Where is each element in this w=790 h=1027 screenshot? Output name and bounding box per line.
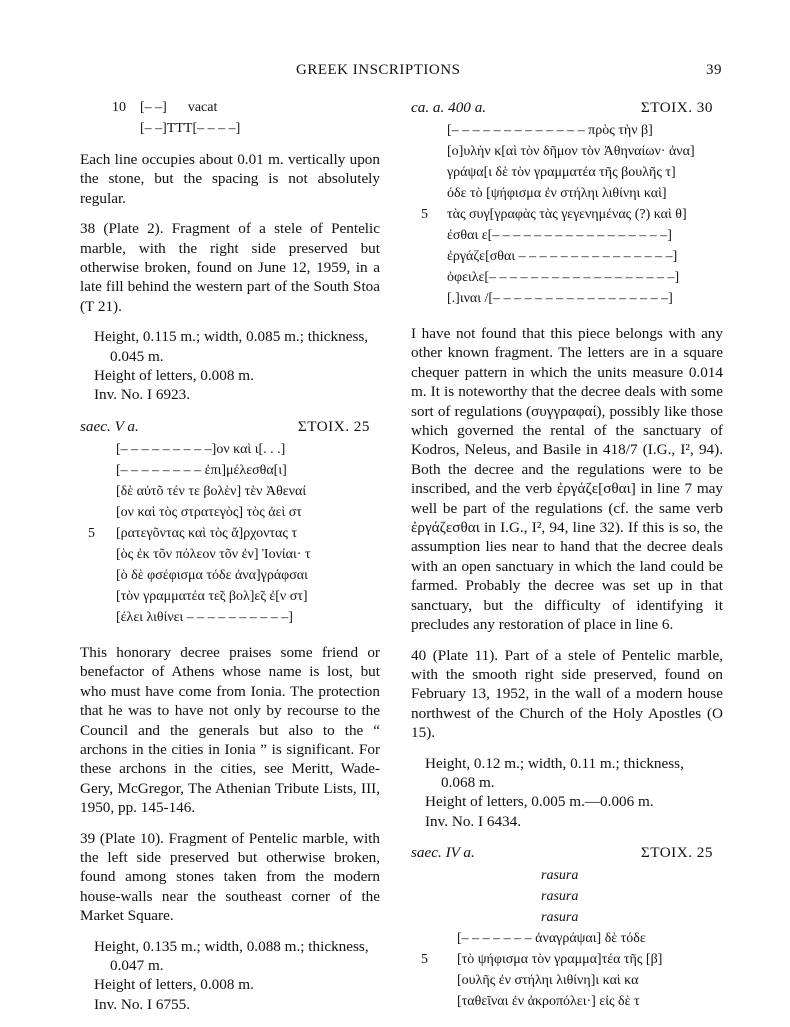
inscription-line [411,950,723,971]
left-column [80,98,380,1026]
inscription-line [411,226,723,247]
paragraph-line-spacing: Each line occupies about 0.01 m. vertically upon the stone, but the spacing is not absolutely regular. [80,151,380,207]
inscription-line [80,482,380,503]
line-text: [έλει λιθίνει – – – – – – – – – –] [116,609,293,625]
inscription-line [411,163,723,184]
inscription-line [80,608,380,629]
inscription-line [80,503,380,524]
commentary-38: This honorary decree praises some friend or benefactor of Athens whose name is lost, but who must have come from Ionia. The protection that he was to have not only by recourse to the Council and the generals but also to the “ archons in the cities in Ionia ” is significant. For these archons in the cities, see Meritt, Wade-Gery, McGregor, The Athenian Tribute Lists, III, 1950, pp. 145-146. [80,643,380,817]
line-text: [– – – – – – – – –]ον καὶ ι[. . .] [116,441,286,457]
line-text: [– – – – – – – – ἐπι]μέλεσθα[ι] [116,462,287,478]
line-text: [ὸ δὲ φσέφισμα τόδε ἀνα]γράφσαι [116,567,308,583]
date: saec. V a. [80,417,139,435]
commentary-39: I have not found that this piece belongs with any other known fragment. The letters are in a square chequer pattern in which the units measure 0.014 m. It is noteworthy that the decree deals with some sort of regulations (συγγραφαί), possibly like those which governed the rental of the sanctuary of Kodros, Neleus, and Basile in 418/7 (I.G., I², 94). Both the decree and the regulations were to be inscribed, and the verb ἐργάζε[σθαι] in line 7 may well be part of the regulations (cf. the same verb ἐργάζεσθαι in I.G., I², 94, line 32). If this is so, the assumption lies near to hand that the decree deals with an open sanctuary in which the land could be farmed. Probably the decree was set up in that sanctuary, but the difficulty of identifying it precludes any restoration of place in line 6. [411,325,723,634]
inscription-line [411,142,723,163]
inscription-line [80,461,380,482]
dimensions-continued: 0.047 m. [110,956,164,974]
line-text: [τὸν γραμματέα τε̃ς βολ]ε̃ς ἐ[ν στ] [116,588,308,604]
line-text: [τὸ ψήφισμα τὸν γραμμα]τέα τῆς [β] [457,952,663,968]
line-text: [ὸς ἐκ τõν πόλεον τõν ἐν] Ἰονίαι· τ [116,546,311,562]
inscription-line [80,566,380,587]
dimensions-continued: 0.068 m. [441,773,495,791]
date: ca. a. 400 a. [411,99,487,116]
line-number: 5 [88,525,95,541]
inventory-number: Inv. No. I 6755. [94,995,191,1013]
line-text: [.]ιναι /[– – – – – – – – – – – – – – – – –] [447,291,673,306]
inscription-line [80,545,380,566]
inscription-line [80,587,380,608]
inscription-39-text [411,121,723,310]
page-number: 39 [706,62,722,78]
inscription-line [411,289,723,310]
letter-height: Height of letters, 0.005 m.—0.006 m. [425,793,654,811]
inscription-38-text [80,440,380,629]
line-text: [ταθεῖναι ἐν ἀκροπόλει·] εἰς δὲ τ [457,994,640,1010]
rasura-text: rasura [541,889,579,905]
dimensions: Height, 0.12 m.; width, 0.11 m.; thickness, [425,754,684,772]
rasura-text: rasura [541,910,579,926]
inscription-39-metadata [80,937,380,1015]
line-text: [– – – – – – – ἀναγράψαι] δὲ τόδε [457,931,646,947]
line-text: [– – – – – – – – – – – – – πρὸς τὴν β] [447,123,653,138]
inscription-40-header [411,843,723,863]
line-text: [ο]υλὴν κ[αὶ τὸν δῆμον τὸν Ἀθηναίων· ἀνα] [447,144,695,159]
inscription-line [411,971,723,992]
inscription-line [411,121,723,142]
inscription-line [80,524,380,545]
inscription-40-intro: 40 (Plate 11). Part of a stele of Pentelic marble, with the smooth right side preserved, found on February 13, 1952, in the wall of a modern house northwest of the Church of the Holy Apostles (O 15). [411,646,723,742]
inscription-40-metadata [411,754,723,832]
letter-height: Height of letters, 0.008 m. [94,367,254,385]
stoichedon: ΣΤΟΙΧ. 30 [640,99,713,116]
line-text: [ον καὶ τὸς στρατεγὸς] τὸς ἀεὶ στ [116,504,302,520]
inscription-line [411,992,723,1013]
inscription-line [104,119,380,140]
line-text: [δὲ αὐτõ τέν τε βολὲν] τὲν Ἀθεναί [116,483,307,499]
dimensions: Height, 0.115 m.; width, 0.085 m.; thickness, [94,328,369,346]
inscription-38-header [80,417,380,437]
line-text: γράψα[ι δὲ τὸν γραμματέα τῆς βουλῆς τ] [447,165,676,180]
line-text: [ουλῆς ἐν στήληι λιθίνη]ι καὶ κα [457,973,639,989]
line-text: ἐργάζε[σθαι – – – – – – – – – – – – – – –] [447,249,678,264]
inventory-number: Inv. No. I 6923. [94,386,191,404]
line-number: 5 [421,207,428,222]
inscription-line [80,440,380,461]
inscription-39-header [411,98,723,118]
line-number: 10 [112,100,126,115]
inscription-line [104,98,380,119]
stoichedon: ΣΤΟΙΧ. 25 [297,417,370,435]
inscription-line [411,268,723,289]
rasura-text: rasura [541,868,579,884]
inscription-line [411,247,723,268]
line-text: [– –]ΤΤΤ[– – – –] [140,121,241,136]
right-column [411,98,723,1027]
inscription-40-text [411,866,723,1013]
inventory-number: Inv. No. I 6434. [425,812,522,830]
line-text: ὀφειλε[– – – – – – – – – – – – – – – – – –] [447,270,680,285]
inscription-line [411,866,723,887]
inscription-39-intro: 39 (Plate 10). Fragment of Pentelic marble, with the left side preserved but otherwise broken, found among stones taken from the modern house-walls near the southeast corner of the Market Square. [80,829,380,925]
line-text: [– –] vacat [140,100,218,115]
inscription-line [411,205,723,226]
line-text: τὰς συγ[γραφὰς τὰς γεγενημένας (?) καὶ θ] [447,207,687,222]
stoichedon: ΣΤΟΙΧ. 25 [640,844,713,862]
inscription-line [411,184,723,205]
dimensions-continued: 0.045 m. [110,347,164,365]
inscription-38-metadata [80,327,380,405]
date: saec. IV a. [411,844,475,862]
dimensions: Height, 0.135 m.; width, 0.088 m.; thickness, [94,937,369,955]
inscription-line [411,908,723,929]
inscription-38-intro: 38 (Plate 2). Fragment of a stele of Pentelic marble, with the right side preserved but otherwise broken, found on June 12, 1959, in a late fill behind the western part of the South Stoa (T 21). [80,220,380,315]
inscription-37-tail [104,98,380,140]
line-text: [ρατεγõντας καὶ τὸς ἄ]ρχοντας τ [116,525,298,541]
letter-height: Height of letters, 0.008 m. [94,976,254,994]
running-title: GREEK INSCRIPTIONS [296,62,461,78]
inscription-line [411,887,723,908]
line-text: όδε τὸ [ψήφισμα ἐν στήληι λιθίνηι καὶ] [447,186,667,201]
inscription-line [411,929,723,950]
line-number: 5 [421,952,428,968]
line-text: έσθαι ε[– – – – – – – – – – – – – – – – –] [447,228,672,243]
